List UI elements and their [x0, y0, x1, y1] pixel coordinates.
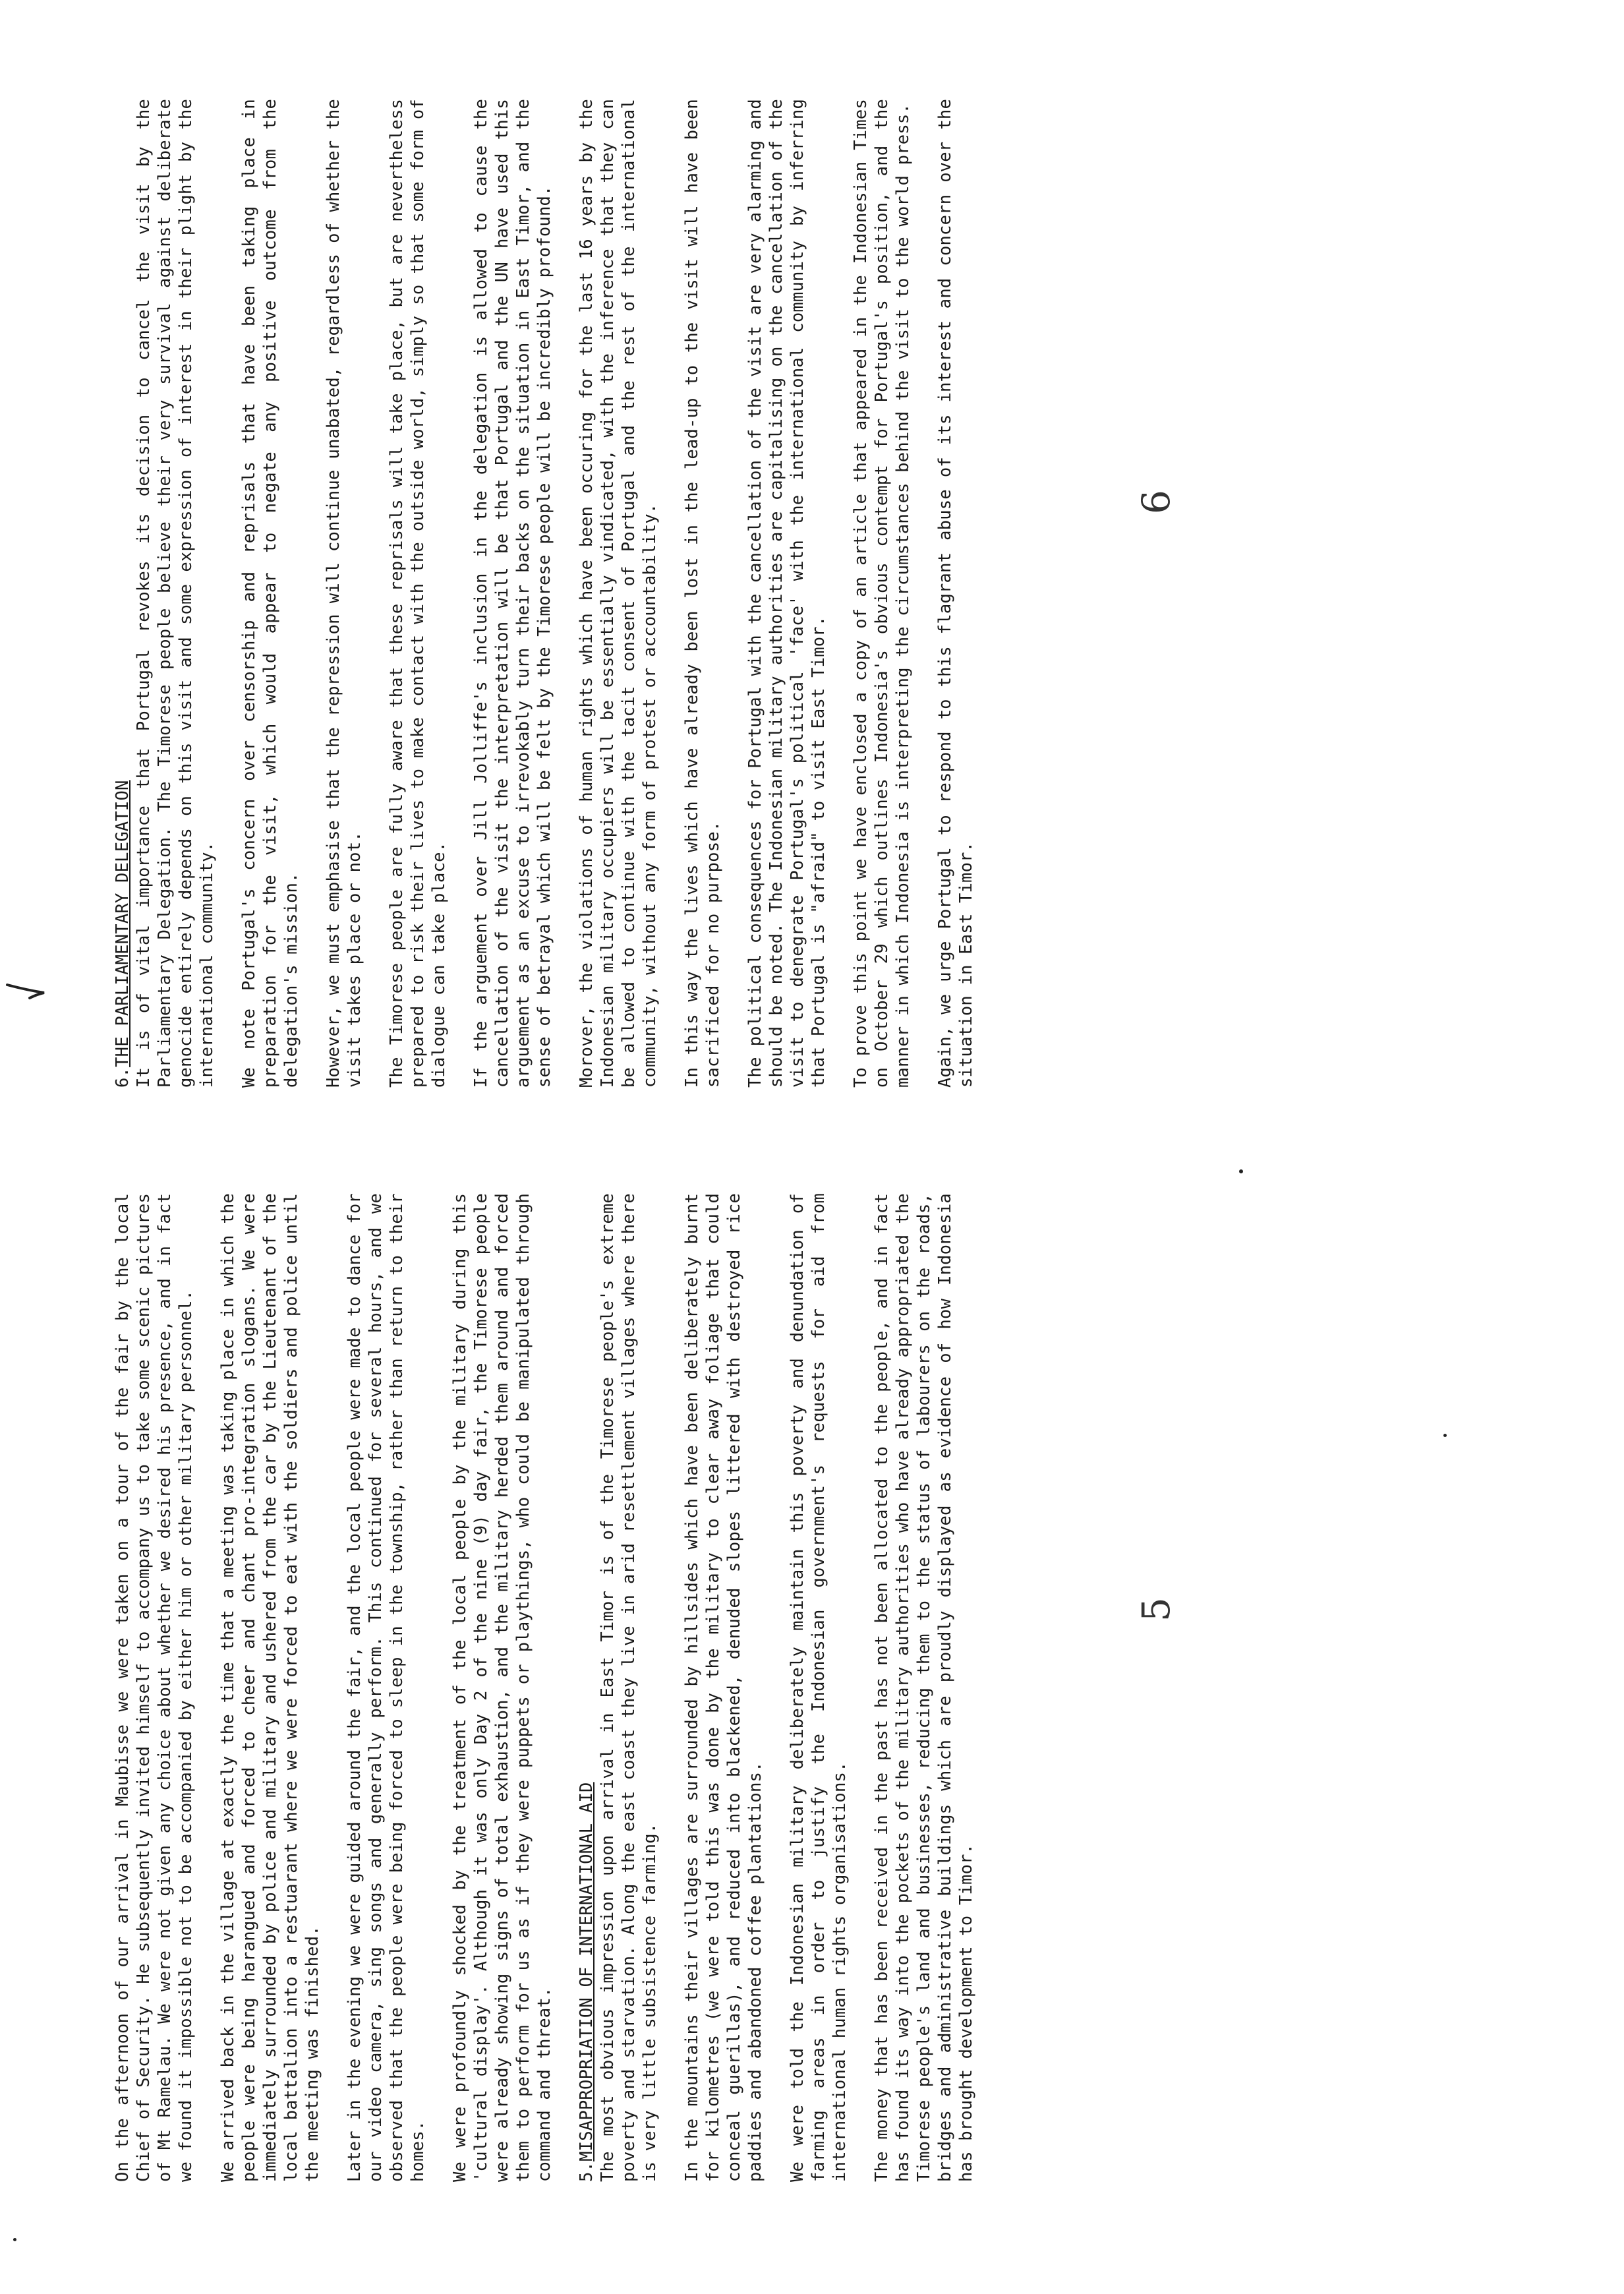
- page-number: 6: [1134, 490, 1178, 514]
- page-5-column: [112, 1193, 998, 2182]
- paragraph: We arrived back in the village at exactly the time that a meeting was taking place in which the people were being harangued and forced to cheer and chant pro-integration slogans. We were immediately surrounded by police and military and ushered from the car by the Lieutenant of the local battalion into a restuarant where we were forced to eat with the soldiers and police until the meeting was finished.: [218, 1193, 322, 2182]
- paragraph: To prove this point we have enclosed a copy of an article that appeared in the Indonesian Times on October 29 which outlines Indonesia's obvious contempt for Portugal's position, and the manner in which Indonesia is interpreting the circumstances behind the visit to the world press.: [851, 99, 913, 1088]
- section-number: 5.: [577, 2161, 596, 2182]
- scan-speck: [1443, 1434, 1447, 1437]
- paragraph: We were told the Indonesian military deliberately maintain this poverty and denundation of farming areas in order to justify the Indonesian government's requests for aid from international human rights organisations.: [788, 1193, 850, 2182]
- paragraph: The Timorese people are fully aware that these reprisals will take place, but are nevertheless prepared to risk their lives to make contact with the outside world, simply so that some form of dialogue can take place.: [387, 99, 449, 1088]
- section-number: 6.: [113, 1067, 132, 1088]
- paragraph: We were profoundly shocked by the treatment of the local people by the military during this 'cultural display'. Although it was only Day 2 of the nine (9) day fair, the Timorese people were already showing signs of total exhaustion, and the military herded them around and forced them to perform for us as if they were puppets or playthings, who could be manipulated through command and threat.: [450, 1193, 554, 2182]
- section-heading: [112, 99, 133, 1088]
- paragraph: The money that has been received in the past has not been allocated to the people, and in fact has found its way into the pockets of the military authorities who have already appropriated the Timorese people's land and businesses, reducing them to the status of labourers on the roads, bridges and administrative buildings which are proudly displayed as evidence of how Indonesia has brought development to Timor.: [872, 1193, 976, 2182]
- paragraph: Again, we urge Portugal to respond to this flagrant abuse of its interest and concern over the situation in East Timor.: [935, 99, 976, 1088]
- page-number: 5: [1134, 1597, 1178, 1622]
- section-6: [112, 99, 218, 1088]
- scan-speck: [1239, 1169, 1243, 1173]
- section-title: MISAPPROPRIATION OF INTERNATIONAL AID: [577, 1782, 596, 2162]
- paragraph: If the arguement over Jill Jolliffe's inclusion in the delegation is allowed to cause the cancellation of the visit the interpretation will be that Portugal and the UN have used this arguement as an excuse to irrevokably turn their backs on the situation in East Timor, and the sense of betrayal which will be felt by the Timorese people will be incredibly profound.: [471, 99, 554, 1088]
- section-heading: [576, 1193, 597, 2182]
- paragraph: It is of vital importance that Portugal revokes its decision to cancel the visit by the Parliamentary Delegation. The Timorese people believe their very survival against deliberate genocide entirely depends on this visit and some expression of interest in their plight by the international community.: [134, 99, 217, 1088]
- paragraph: We note Portugal's concern over censorship and reprisals that have been taking place in preparation for the visit, which would appear to negate any positive outcome from the delegation's mission.: [239, 99, 301, 1088]
- paragraph: The political consequences for Portugal with the cancellation of the visit are very alarming and should be noted. The Indonesian military authorities are capitalising on the cancellation of the visit to denegrate Portugal's political 'face' with the international community by inferring that Portugal is "afraid" to visit East Timor.: [745, 99, 828, 1088]
- page-6-column: [112, 99, 998, 1088]
- section-5: [576, 1193, 660, 2182]
- paragraph: However, we must emphasise that the repression will continue unabated, regardless of whether the visit takes place or not.: [324, 99, 364, 1088]
- paragraph: In the mountains their villages are surrounded by hillsides which have been deliberately burnt for kilometres (we were told this was done by the military to clear away foliage that could conceal guerillas), and reduced into blackened, denuded slopes littered with destroyed rice paddies and abandoned coffee plantations.: [682, 1193, 765, 2182]
- paragraph: Later in the evening we were guided around the fair, and the local people were made to dance for our video camera, sing songs and generally perform. This continued for several hours, and we observed that the people were being forced to sleep in the township, rather than return to their homes.: [345, 1193, 428, 2182]
- paragraph: Morover, the violations of human rights which have been occuring for the last 16 years by the Indonesian military occupiers will be essentially vindicated, with the inference that they can be allowed to continue with the tacit consent of Portugal and the rest of the international community, without any form of protest or accountability.: [577, 99, 660, 1088]
- paragraph: In this way the lives which have already been lost in the lead-up to the visit will have been sacrificed for no purpose.: [682, 99, 723, 1088]
- section-title: THE PARLIAMENTARY DELEGATION: [113, 780, 132, 1067]
- paragraph: The most obvious impression upon arrival in East Timor is of the Timorese people's extreme poverty and starvation. Along the east coast they live in arid resettlement villages where there is very little subsistence farming.: [598, 1193, 660, 2182]
- paragraph: On the afternoon of our arrival in Maubisse we were taken on a tour of the fair by the local Chief of Security. He subsequently invited himself to accompany us to take some scenic pictures of Mt Ramelau. We were not given any choice about whether we desired his presence, and in fact we found it impossible not to be accompanied by either him or other military personnel.: [113, 1193, 196, 2182]
- handwritten-tick-mark: [3, 982, 49, 1002]
- scan-speck: [13, 2238, 16, 2241]
